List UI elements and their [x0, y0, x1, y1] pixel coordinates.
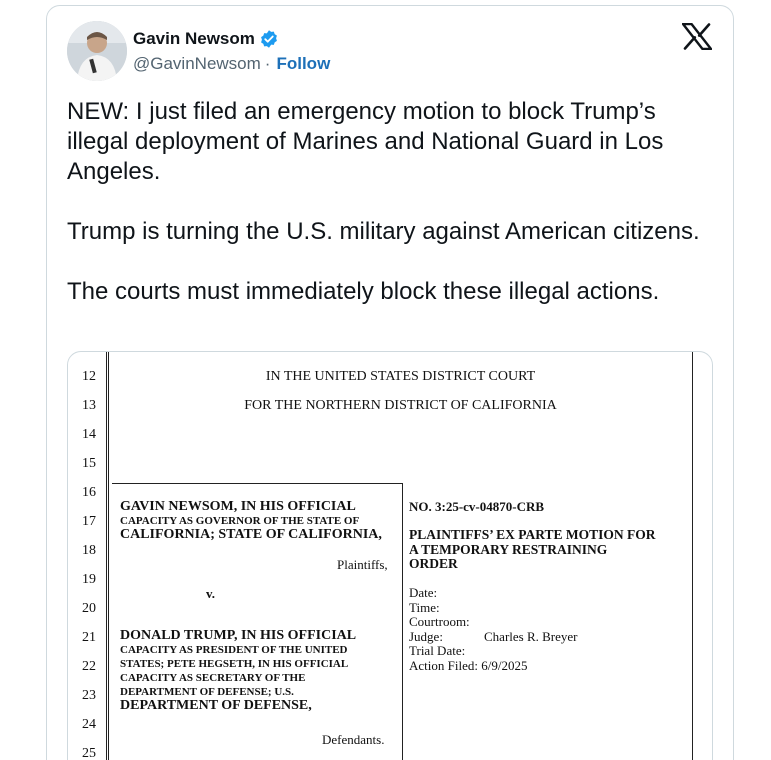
motion-title	[409, 528, 684, 572]
line-number: 13	[82, 398, 96, 413]
line-number: 24	[82, 717, 96, 732]
plaintiff-line: CALIFORNIA; STATE OF CALIFORNIA,	[120, 527, 382, 542]
time-label: Time:	[409, 599, 440, 615]
line-number: 25	[82, 746, 96, 760]
motion-title-line: PLAINTIFFS’ EX PARTE MOTION FOR	[409, 527, 656, 542]
motion-title-line: A TEMPORARY RESTRAINING	[409, 541, 608, 557]
line-number: 22	[82, 659, 96, 674]
defendant-line: STATES; PETE HEGSETH, IN HIS OFFICIAL	[120, 658, 349, 670]
x-logo-icon[interactable]	[682, 23, 712, 50]
margin-rule-right	[692, 352, 693, 760]
defendant-line: CAPACITY AS PRESIDENT OF THE UNITED	[120, 644, 348, 656]
defendant-line: DEPARTMENT OF DEFENSE,	[120, 698, 312, 713]
plaintiff-line: GAVIN NEWSOM, IN HIS OFFICIAL	[120, 499, 356, 514]
court-district-line: FOR THE NORTHERN DISTRICT OF CALIFORNIA	[244, 398, 557, 413]
tweet-paragraph: Trump is turning the U.S. military against American citizens.	[67, 218, 700, 245]
line-number: 21	[82, 630, 96, 645]
tweet-paragraph: The courts must immediately block these illegal actions.	[67, 278, 660, 305]
follow-button[interactable]: Follow	[276, 54, 331, 73]
action-filed-label: Action Filed:	[409, 657, 478, 673]
line-number: 12	[82, 369, 96, 384]
tweet-text	[67, 97, 707, 307]
judge-label: Judge:	[409, 628, 443, 644]
verified-badge-icon	[259, 29, 279, 49]
plaintiff-block	[120, 500, 382, 542]
avatar-photo-icon	[67, 21, 127, 81]
date-label: Date:	[409, 585, 438, 600]
defendant-line: CAPACITY AS SECRETARY OF THE	[120, 672, 306, 684]
defendants-label: Defendants.	[322, 732, 385, 747]
defendant-block	[120, 629, 356, 713]
author-handle-line	[133, 54, 330, 74]
avatar[interactable]	[67, 21, 127, 81]
line-number: 19	[82, 572, 96, 587]
motion-title-line: ORDER	[409, 556, 458, 571]
hearing-details	[409, 586, 578, 673]
line-number: 16	[82, 485, 96, 500]
line-number: 17	[82, 514, 96, 529]
author-handle[interactable]: @GavinNewsom	[133, 54, 261, 73]
plaintiffs-label: Plaintiffs,	[337, 557, 388, 572]
author-name-line	[133, 27, 279, 51]
defendant-line: DEPARTMENT OF DEFENSE; U.S.	[120, 686, 294, 698]
court-name-line: IN THE UNITED STATES DISTRICT COURT	[265, 369, 536, 384]
tweet-media-image[interactable]	[67, 351, 713, 760]
trial-date-label: Trial Date:	[409, 643, 466, 658]
courtroom-label: Courtroom:	[409, 614, 470, 629]
handle-separator: ·	[264, 54, 271, 73]
versus-label: v.	[206, 586, 216, 601]
author-display-name[interactable]: Gavin Newsom	[133, 29, 255, 48]
case-number: NO. 3:25-cv-04870-CRB	[409, 499, 545, 514]
line-number: 14	[82, 427, 96, 442]
court-document	[68, 352, 713, 760]
tweet-paragraph: NEW: I just filed an emergency motion to block Trump’s illegal deployment of Marines and National Guard in Los Angeles.	[67, 98, 669, 185]
plaintiff-line: CAPACITY AS GOVERNOR OF THE STATE OF	[120, 515, 360, 527]
judge-value: Charles R. Breyer	[484, 628, 578, 644]
line-number: 15	[82, 456, 96, 471]
line-number: 20	[82, 601, 96, 616]
defendant-line: DONALD TRUMP, IN HIS OFFICIAL	[120, 628, 357, 643]
line-number: 23	[82, 688, 96, 703]
action-filed-value: 6/9/2025	[481, 657, 528, 673]
line-number: 18	[82, 543, 96, 558]
